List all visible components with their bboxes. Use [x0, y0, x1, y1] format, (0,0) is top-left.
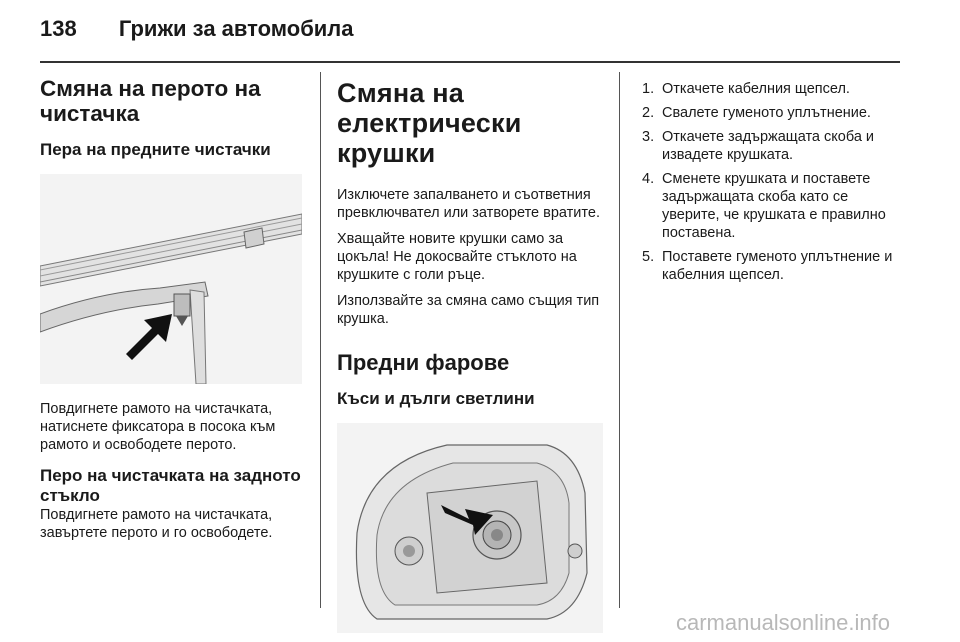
- list-item: 4. Сменете крушката и поставете задържащата скоба като се уверите, че крушката е правилно поставена.: [642, 171, 886, 241]
- column-divider-1: [320, 72, 321, 608]
- bulbs-para-type: Използвайте за смяна само същия тип крушка.: [337, 293, 600, 327]
- bulbs-heading: Смяна на електрически крушки: [337, 78, 522, 168]
- column-divider-2: [619, 72, 620, 608]
- list-item: 5. Поставете гуменото уплътнение и кабелния щепсел.: [642, 249, 893, 283]
- list-item: 1. Откачете кабелния щепсел.: [642, 81, 850, 97]
- left-column: [40, 70, 302, 542]
- low-high-beam-subheading: Къси и дълги светлини: [337, 389, 535, 408]
- replacement-steps: [642, 80, 902, 284]
- section-title: Грижи за автомобила: [118, 16, 354, 41]
- wiper-illustration: [40, 174, 302, 384]
- front-wiper-instructions: Повдигнете рамото на чистачката, натиснете фиксатора в посока към рамото и освободете перото.: [40, 401, 276, 453]
- header-rule: [40, 61, 900, 63]
- headlight-illustration: [337, 423, 603, 633]
- page-header: [40, 16, 354, 42]
- headlights-heading: Предни фарове: [337, 350, 510, 375]
- right-column: [642, 70, 902, 290]
- watermark: carmanualsonline.info: [675, 610, 890, 635]
- wiper-blade-heading: Смяна на перото на чистачка: [40, 76, 261, 126]
- rear-wiper-instructions: Повдигнете рамото на чистачката, завъртете перото и го освободете.: [40, 507, 273, 541]
- front-wipers-subheading: Пера на предните чистачки: [40, 140, 271, 159]
- middle-column: [337, 70, 605, 633]
- list-item: 3. Откачете задържащата скоба и извадете крушката.: [642, 129, 875, 163]
- list-item: 2. Свалете гуменото уплътнение.: [642, 105, 871, 121]
- rear-wiper-subheading: Перо на чистачката на задното стъкло: [40, 466, 301, 505]
- page-number: 138: [40, 16, 77, 41]
- bulbs-para-handling: Хващайте новите крушки само за цокъла! Не докосвайте стъклото на крушките с голи ръце.: [337, 231, 577, 283]
- bulbs-para-ignition: Изключете запалването и съответния превключвател или затворете вратите.: [337, 187, 600, 221]
